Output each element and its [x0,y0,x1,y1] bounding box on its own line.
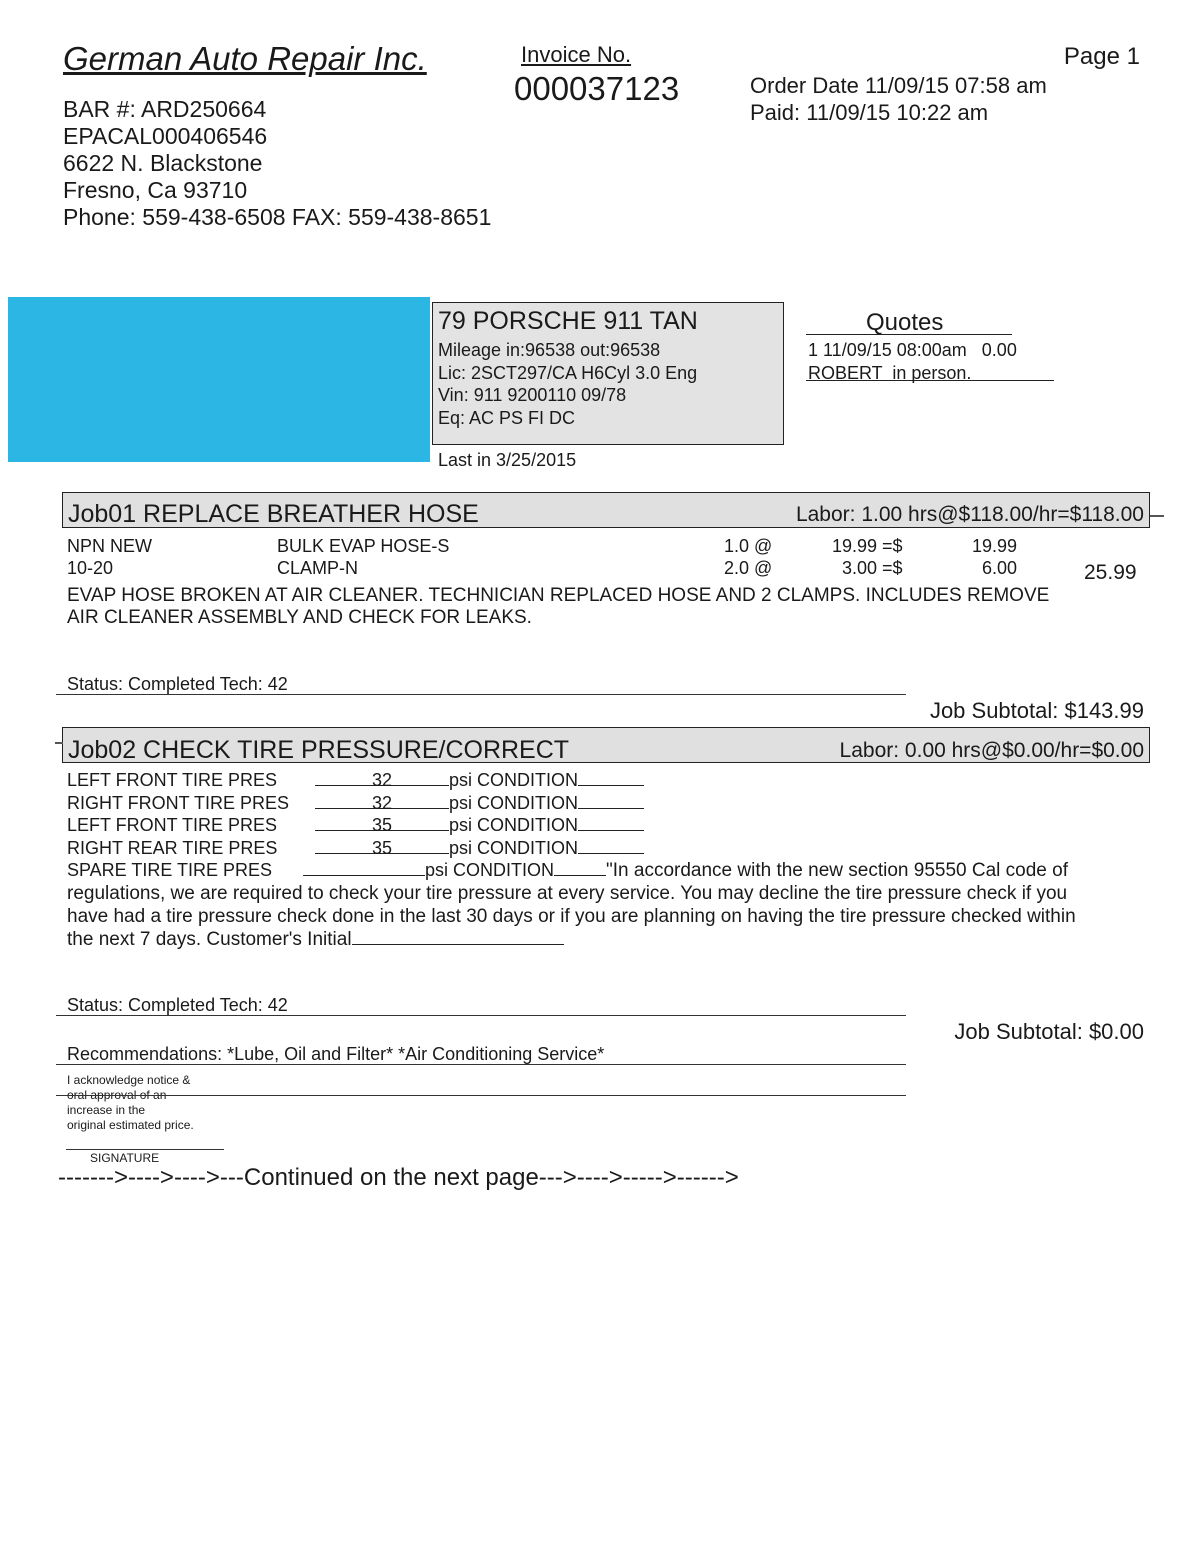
psi-condition-label: psi CONDITION [449,770,579,790]
quotes-bottom-rule [806,380,1054,381]
condition-blank [578,769,644,786]
vehicle-equipment: Eq: AC PS FI DC [438,407,576,428]
job01-parts-total: 25.99 [1084,561,1137,584]
city-state-zip: Fresno, Ca 93710 [63,177,248,203]
tire-psi-value: 35 [315,814,449,831]
job01-part1-ext: 19.99 [972,536,1018,556]
job01-status-rule [56,694,906,695]
quotes-title: Quotes [866,309,944,336]
tire-psi-value: 32 [315,792,449,809]
job01-title: Job01 REPLACE BREATHER HOSE [68,500,479,528]
condition-blank [578,837,644,854]
tire-row [67,837,1068,860]
invoice-number: 000037123 [514,70,680,107]
job02-title: Job02 CHECK TIRE PRESSURE/CORRECT [68,736,570,764]
initial-label: the next 7 days. Customer's Initial [67,929,352,950]
tire-psi-value: 35 [315,837,449,854]
company-address [63,96,491,231]
tire-notice-start: "In accordance with the new section 95550 Cal code of [606,860,1068,881]
continued-notice: ------->---->---->---Continued on the next page--->---->----->------> [58,1164,739,1191]
acknowledgement-line: oral approval of an [67,1088,167,1102]
redacted-customer-block [8,297,430,462]
tire-row [67,814,1068,837]
tire-label: RIGHT REAR TIRE PRES [67,837,278,858]
tire-label: LEFT FRONT TIRE PRES [67,770,278,790]
last-in-date: Last in 3/25/2015 [438,450,577,470]
job02-status: Status: Completed Tech: 42 [67,995,288,1015]
vehicle-vin: Vin: 911 9200110 09/78 [438,385,627,405]
tire-row [67,792,1068,815]
tire-notice [67,883,1076,952]
acknowledgement-text [67,1073,194,1133]
spare-psi-blank [303,859,425,876]
job02-labor: Labor: 0.00 hrs@$0.00/hr=$0.00 [839,739,1144,762]
job01-note-line2: AIR CLEANER ASSEMBLY AND CHECK FOR LEAKS. [67,607,532,628]
tire-notice-line: regulations, we are required to check your tire pressure at every service. You may decline the tire pressure check if you [67,883,1068,904]
signature-label: SIGNATURE [90,1151,160,1165]
spare-tire-label: SPARE TIRE TIRE PRES [67,860,273,880]
condition-blank [578,792,644,809]
acknowledgement-rule [56,1095,906,1096]
job01-status: Status: Completed Tech: 42 [67,674,288,694]
phone-fax: Phone: 559-438-6508 FAX: 559-438-8651 [63,204,492,230]
tire-notice-initial [67,928,1076,952]
epa-number: EPACAL000406546 [63,123,268,149]
job02-subtotal: Job Subtotal: $0.00 [954,1019,1144,1044]
job01-subtotal: Job Subtotal: $143.99 [929,698,1144,723]
order-dates [750,72,1047,126]
vehicle-title: 79 PORSCHE 911 TAN [438,307,698,335]
tire-notice-line: have had a tire pressure check done in the last 30 days or if you are planning on having the tire pressure checked within [67,905,1076,927]
job01-part2-number: 10-20 [67,558,114,578]
street-address: 6622 N. Blackstone [63,150,263,176]
edge-mark [1150,515,1164,517]
tire-label: LEFT FRONT TIRE PRES [67,815,278,835]
job01-part1-desc: BULK EVAP HOSE-S [277,536,450,556]
job01-labor: Labor: 1.00 hrs@$118.00/hr=$118.00 [795,503,1144,526]
acknowledgement-line: increase in the [67,1103,146,1117]
edge-mark [55,742,63,744]
condition-blank [578,814,644,831]
job01-part2-desc: CLAMP-N [277,558,359,578]
quote-line-2: ROBERT in person. [808,363,972,383]
vehicle-license: Lic: 2SCT297/CA H6Cyl 3.0 Eng [438,362,698,383]
vehicle-mileage: Mileage in:96538 out:96538 [438,340,661,360]
customer-initial-blank [352,928,564,945]
job02-status-rule [56,1015,906,1016]
job01-part2-qty: 2.0 @ [724,558,773,578]
tire-label: RIGHT FRONT TIRE PRES [67,792,290,813]
tire-pressure-table [67,769,1068,883]
condition-blank [554,859,606,876]
acknowledgement-line: I acknowledge notice & [67,1073,191,1087]
psi-condition-label: psi CONDITION [425,860,555,880]
paid-date: Paid: 11/09/15 10:22 am [750,100,989,125]
quote-line-1: 1 11/09/15 08:00am 0.00 [808,340,1017,360]
recommendations: Recommendations: *Lube, Oil and Filter* *Air Conditioning Service* [67,1044,605,1064]
page-number: Page 1 [1063,43,1140,70]
bar-number: BAR #: ARD250664 [63,96,267,122]
job01-part2-price: 3.00 =$ [842,558,903,578]
job01-part1-number: NPN NEW [67,536,152,556]
job01-note-line1: EVAP HOSE BROKEN AT AIR CLEANER. TECHNICIAN REPLACED HOSE AND 2 CLAMPS. INCLUDES REMOVE [67,585,1050,606]
tire-row-spare [67,859,1068,883]
psi-condition-label: psi CONDITION [449,837,579,858]
tire-psi-value: 32 [315,769,449,786]
invoice-label: Invoice No. [521,42,632,67]
acknowledgement-line: original estimated price. [67,1118,194,1132]
job01-part1-price: 19.99 =$ [832,536,903,556]
psi-condition-label: psi CONDITION [449,815,579,835]
company-name: German Auto Repair Inc. [63,40,427,77]
job01-part1-qty: 1.0 @ [724,536,773,556]
recommendations-rule [56,1064,906,1065]
order-date: Order Date 11/09/15 07:58 am [750,73,1047,98]
tire-row [67,769,1068,792]
psi-condition-label: psi CONDITION [449,792,579,813]
signature-line [66,1149,224,1150]
vehicle-details [438,339,697,429]
job01-part2-ext: 6.00 [982,558,1018,578]
quotes-body [808,339,1017,385]
